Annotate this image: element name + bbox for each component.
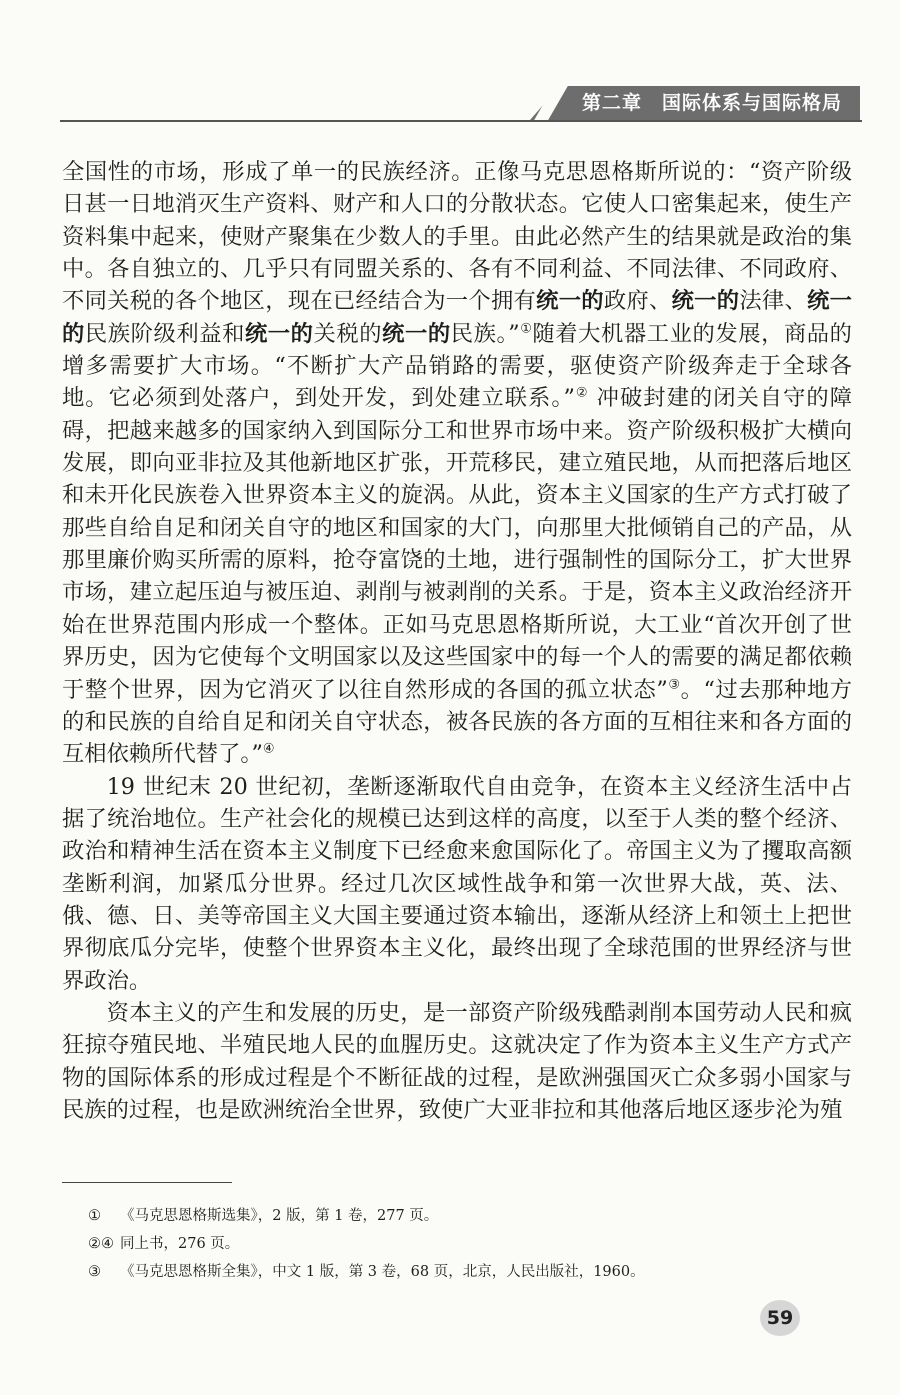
footnote-ref-4: ④ (262, 741, 275, 757)
body-text (62, 156, 852, 1126)
footnote-mark: ②④ (88, 1236, 114, 1252)
page-number: 59 (760, 1300, 800, 1336)
footnote-text: 《马克思恩格斯全集》，中文 1 版，第 3 卷，68 页，北京，人民出版社，1960。 (120, 1264, 645, 1280)
footnote-1 (88, 1202, 848, 1230)
p1-text-d: 随着大机器工业的发展，商品的增多需要扩大市场。“不断扩大产品销路的需要，驱使资产阶级奔走于全球各地。它必须到处落户，到处开发，到处建立联系。” (62, 320, 852, 412)
footnote-text: 《马克思恩格斯选集》，2 版，第 1 卷，277 页。 (120, 1208, 439, 1224)
p1-text-c4: 关税的 (313, 320, 383, 347)
emphasis-unified-1: 统一的 (536, 288, 604, 315)
footnote-ref-2: ② (574, 385, 589, 401)
emphasis-unified-4: 统一的 (244, 320, 314, 347)
emphasis-unified-5: 统一的 (382, 320, 451, 347)
p1-text-c2: 法律、 (739, 288, 808, 315)
footnote-ref-1: ① (519, 321, 533, 337)
footnote-3 (88, 1258, 848, 1286)
p1-text-f: 。“过去那种地方的和民族的自给自足和闭关自守状态，被各民族的各方面的互相往来和各方面的互相依赖所代替了。” (62, 676, 853, 768)
chapter-title: 第二章 国际体系与国际格局 (582, 92, 843, 114)
footnote-mark: ① (88, 1208, 101, 1224)
footnote-rule (62, 1182, 232, 1183)
emphasis-unified-2: 统一的 (671, 288, 740, 315)
chapter-header (0, 80, 900, 130)
footnote-mark: ③ (88, 1264, 101, 1280)
header-rule (60, 120, 862, 122)
p1-text-c1: 政府、 (603, 288, 672, 315)
footnotes (88, 1202, 848, 1286)
footnote-ref-3: ③ (667, 677, 681, 693)
paragraph-3: 资本主义的产生和发展的历史，是一部资产阶级残酷剥削本国劳动人民和疯狂掠夺殖民地、半殖民地人民的血腥历史。这就决定了作为资本主义生产方式产物的国际体系的形成过程是个不断征战的过程，是欧洲强国灭亡众多弱小国家与民族的过程，也是欧洲统治全世界，致使广大亚非拉和其他落后地区逐步沦为殖 (62, 999, 852, 1123)
paragraph-2: 19 世纪末 20 世纪初，垄断逐渐取代自由竞争，在资本主义经济生活中占据了统治地位。生产社会化的规模已达到这样的高度，以至于人类的整个经济、政治和精神生活在资本主义制度下已经愈来愈国际化了。帝国主义为了攫取高额垄断利润，加紧瓜分世界。经过几次区域性战争和第一次世界大战，英、法、俄、德、日、美等帝国主义大国主要通过资本输出，逐渐从经济上和领土上把世界彻底瓜分完毕，使整个世界资本主义化，最终出现了全球范围的世界经济与世界政治。 (62, 773, 852, 994)
footnote-text: 同上书，276 页。 (120, 1236, 240, 1252)
paragraph-1 (62, 156, 852, 771)
p1-text-c3: 民族阶级利益和 (84, 320, 245, 347)
p1-text-e: 冲破封建的闭关自守的障碍，把越来越多的国家纳入到国际分工和世界市场中来。资产阶级积极扩大横向发展，即向亚非拉及其他新地区扩张，开荒移民，建立殖民地，从而把落后地区和未开化民族卷入世界资本主义的旋涡。从此，资本主义国家的生产方式打破了那些自给自足和闭关自守的地区和国家的大门，向那里大批倾销自己的产品，从那里廉价购买所需的原料，抢夺富饶的土地，进行强制性的国际分工，扩大世界市场，建立起压迫与被压迫、剥削与被剥削的关系。于是，资本主义政治经济开始在世界范围内形成一个整体。正如马克思恩格斯所说，大工业“首次开创了世界历史，因为它使每个文明国家以及这些国家中的每一个人的需要的满足都依赖于整个世界，因为它消灭了以往自然形成的各国的孤立状态” (62, 385, 853, 703)
footnote-2 (88, 1230, 848, 1258)
p1-text-c5: 民族。” (450, 320, 520, 347)
emphasis-unified-3: 统一的 (62, 288, 852, 347)
p1-text-a: 全国性的市场，形成了单一的民族经济。正像马克思恩格斯所说的：“资产阶级日甚一日地消灭生产资料、财产和人口的分散状态。它使人口密集起来，使生产资料集中起来，使财产聚集在少数人的手里。由此必然产生的结果就是政治的集中。各自独立的、几乎只有同盟关系的、各有不同利益、不同法律、不同政府、不同关税的各个地区，现在已经结合为一个拥有 (62, 159, 852, 315)
